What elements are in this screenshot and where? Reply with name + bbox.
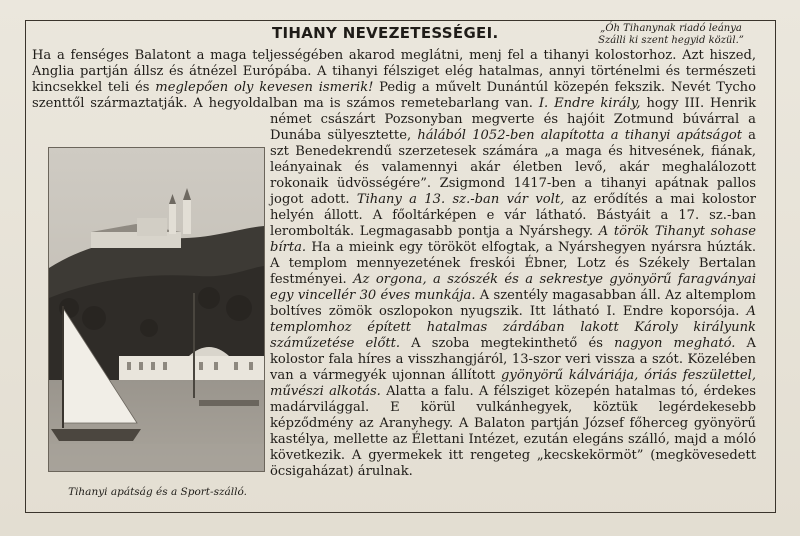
photo-caption: Tihanyi apátság és a Sport-szálló. xyxy=(68,486,247,498)
article-paragraph: Ha a fenséges Balatont a maga teljességében akarod meglátni, menj fel a tihanyi kolostorhoz. Azt hiszed, Anglia partján állsz és átnézel Európába. A tihanyi félsziget elég hatalmas, annyi történelmi és természeti kincsekkel teli és meglepően oly kevesen ismerik! Pedig a művelt Dunántúl közepén fekszik. Nevét Tycho szenttől származtatják. A hegyoldalban ma is számos remetebarlang van. I. Endre király, hogy III. Henrik német császárt Pozsonyban megverte és hajóit Zotmund búvárral a Dunába sülyesztette, hálából 1052-ben alapította a tihanyi apátságot a szt Benedekrendű szerzetesek számára „a maga és hitvesének, fiának, leányainak és valamennyi akár életben levő, akár meghalálozott rokonaik üdvösségére”. Zsigmond 1417-ben a tihanyi apátnak pallos jogot adott. Tihany a 13. sz.-ban vár volt, az erődítés a mai kolostor helyén állott. A főoltárképen e vár látható. Bástyáit a 17. sz.-ban lerombolták. Legmagasabb pontja a Nyárshegy. A török Tihanyt sohase bírta. Ha a mieink egy törököt elfogtak, a Nyárshegyen nyársra húzták. A templom mennyezetének freskói Ébner, Lotz és Székely Bertalan festményei. Az orgona, a szószék és a sekrestye gyönyörű faragványai egy vincellér 30 éves munkája. A szentély magasabban áll. Az altemplom boltíves zömök oszlopokon nyugszik. Itt látható I. Endre koporsója. A templomhoz épített hatalmas zárdában lakott Károly királyunk száműzetése előtt. A szoba megtekinthető és nagyon megható. A kolostor fala híres a visszhangjáról, 13-szor veri vissza a szót. Közelében van a vármegyék ujonnan állított gyönyörű kálváriája, óriás feszülettel, művészi alkotás. Alatta a falu. A félsziget közepén hatalmas tó, érdekes madárvilággal. E körül vulkánhegyek, köztük legérdekesebb képződmény az Aranyhegy. A Balaton partján József főherceg gyönyörű kastélya, mellette az Élettani Intézet, ezután elegáns szálló, majd a móló következik. A gyermekek itt rengeteg „kecskekörmöt” (megkövesedett öcsigaházat) árulnak. xyxy=(32,48,757,479)
abbey-photo-image xyxy=(49,148,264,471)
quote-line-2: Szálli ki szent hegyid közül.” xyxy=(598,35,744,46)
epigraph-quote xyxy=(576,23,766,47)
abbey-photo xyxy=(48,147,265,472)
quote-line-1: „Óh Tihanynak riadó leánya xyxy=(600,23,742,34)
page-title: TIHANY NEVEZETESSÉGEI. xyxy=(272,24,499,42)
